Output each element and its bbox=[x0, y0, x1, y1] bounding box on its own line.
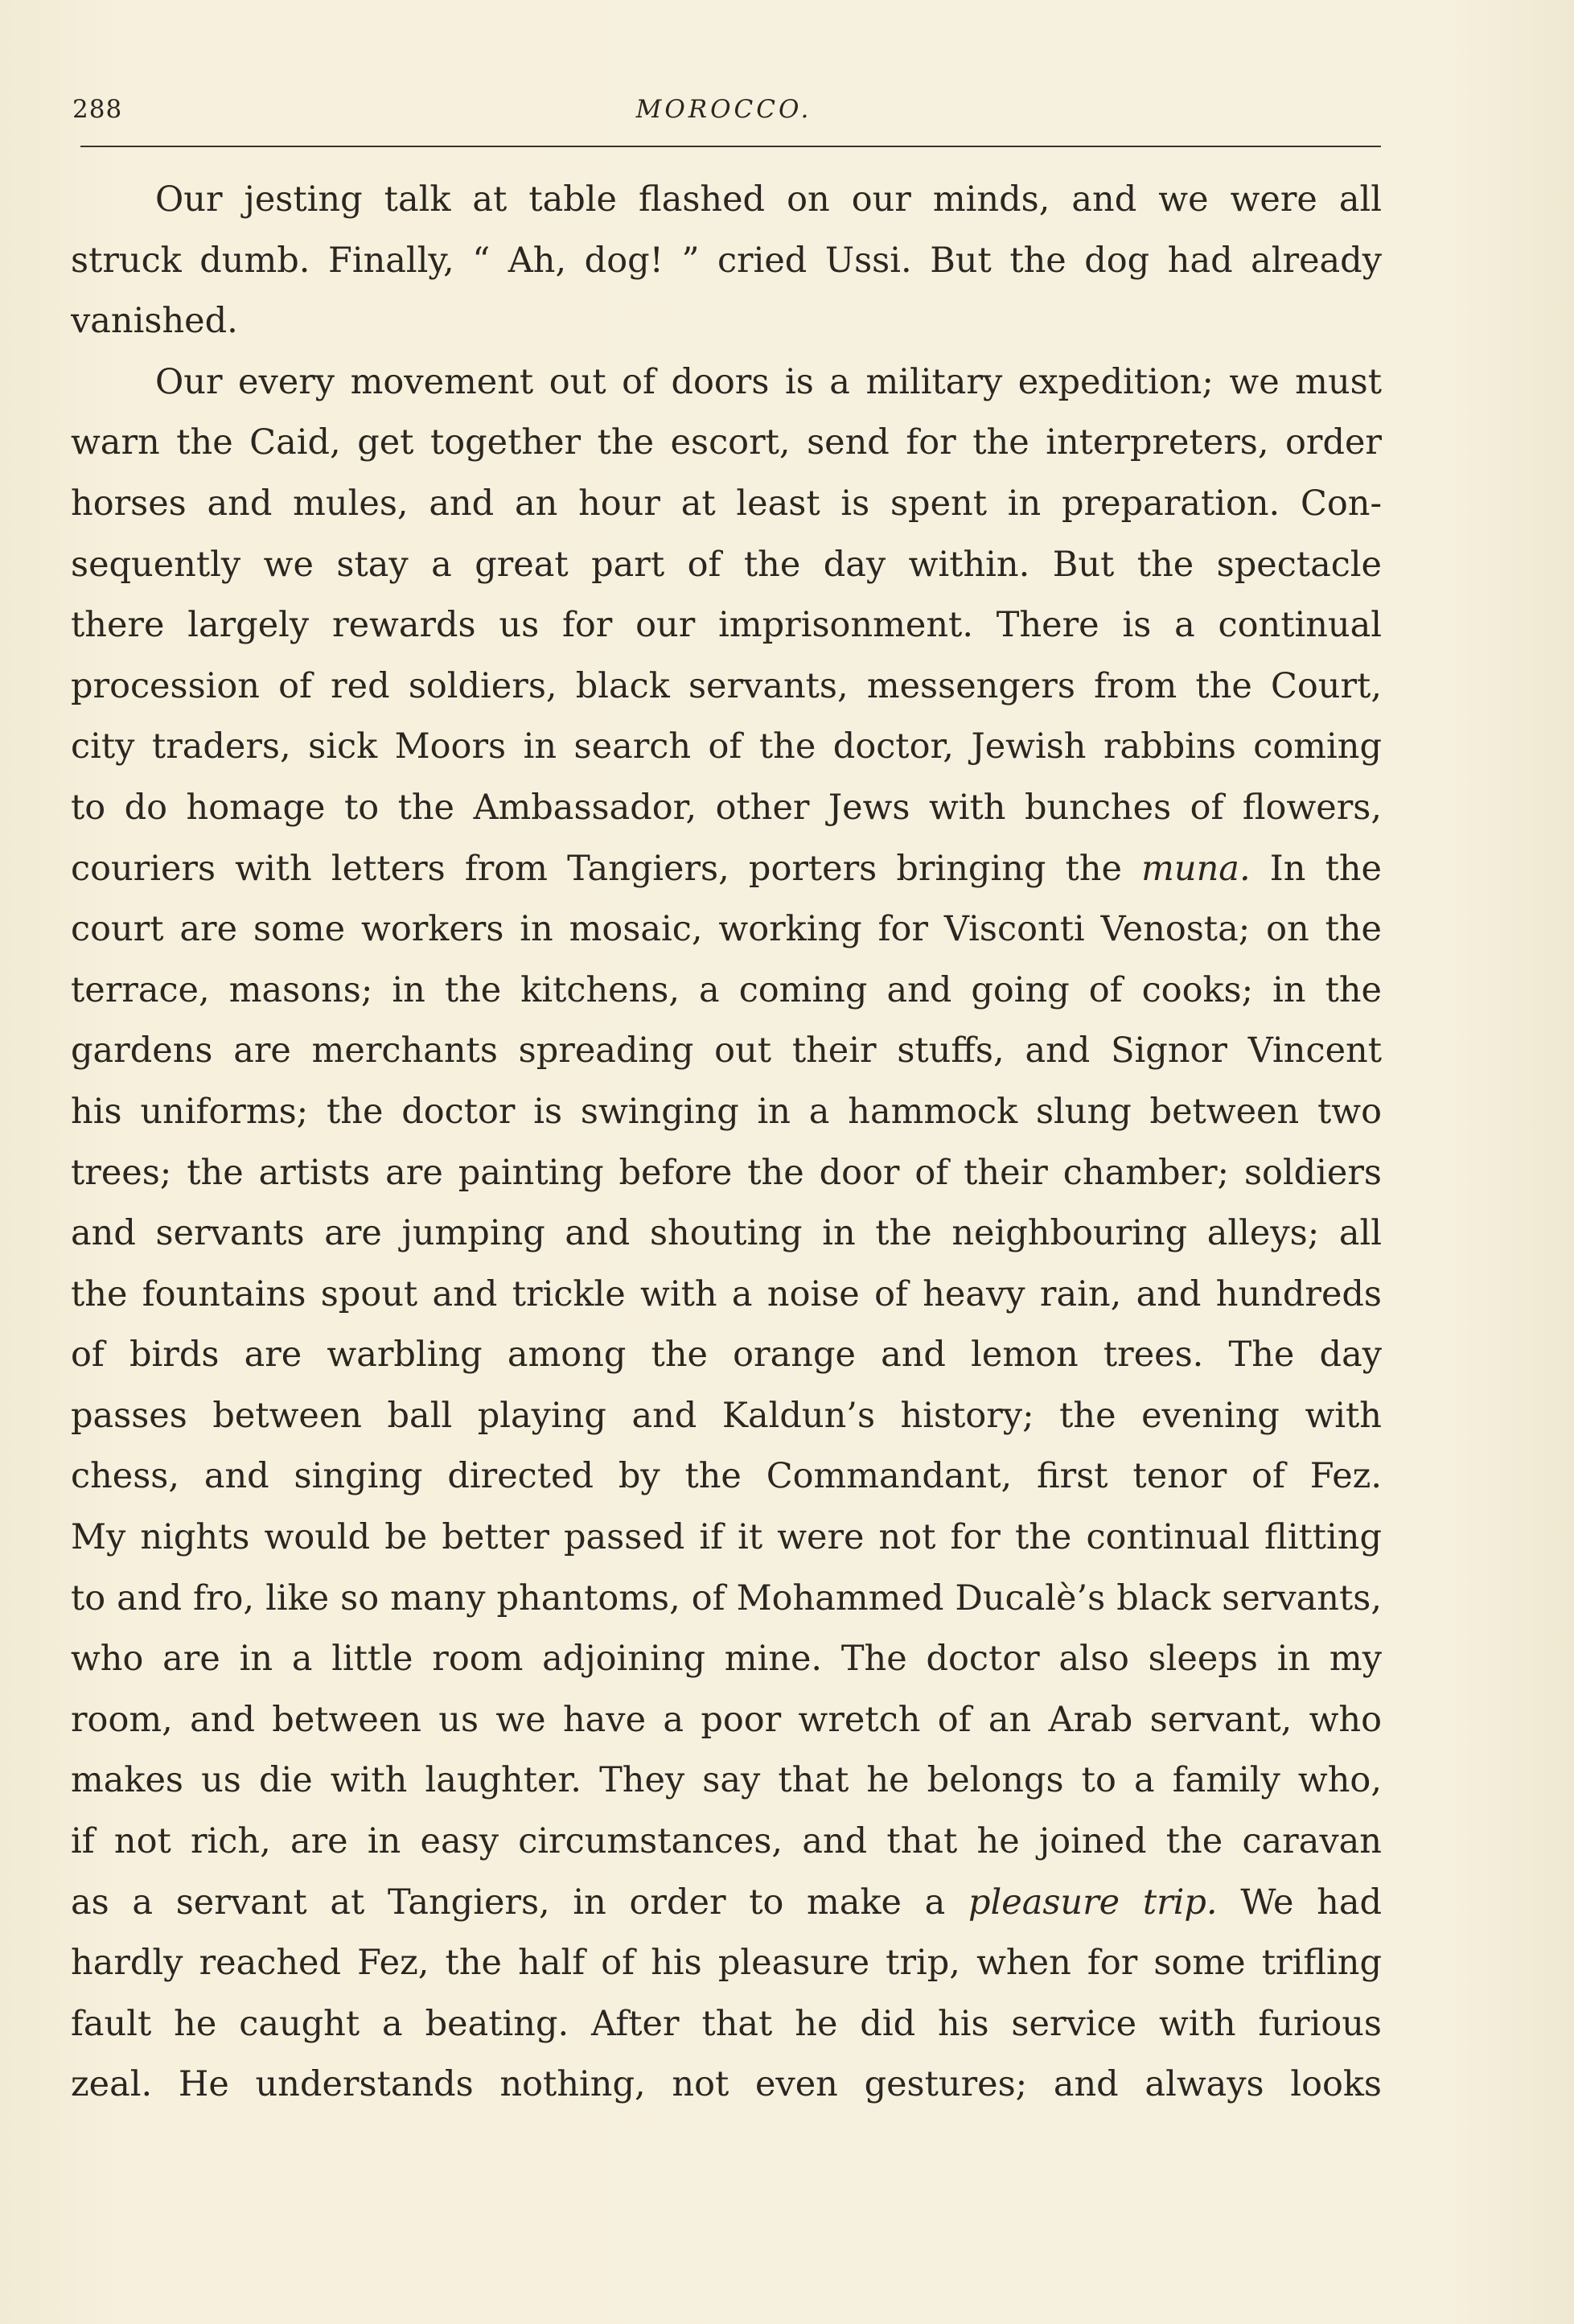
text-line: gardens are merchants spreading out their stuffs, and Signor Vincent bbox=[71, 1030, 1382, 1072]
text-segment: couriers with letters from Tangiers, porters bringing the bbox=[71, 848, 1122, 889]
text-line bbox=[71, 1882, 1382, 1943]
page-number: 288 bbox=[72, 95, 123, 124]
text-line bbox=[71, 848, 1382, 909]
text-line: trees; the artists are painting before the door of their chamber; soldiers bbox=[71, 1152, 1382, 1193]
text-line: vanished. bbox=[71, 301, 238, 342]
text-line: city traders, sick Moors in search of the doctor, Jewish rabbins coming bbox=[71, 726, 1382, 767]
text-line: hardly reached Fez, the half of his pleasure trip, when for some trifling bbox=[71, 1943, 1382, 1984]
text-line: Our every movement out of doors is a military expedition; we must bbox=[155, 361, 1382, 402]
text-line: room, and between us we have a poor wretch of an Arab servant, who bbox=[71, 1699, 1382, 1740]
text-line: My nights would be better passed if it were not for the continual flitting bbox=[71, 1517, 1382, 1558]
text-line: zeal. He understands nothing, not even gestures; and always looks bbox=[71, 2064, 1382, 2105]
header-rule bbox=[80, 146, 1381, 147]
italic-word: muna. bbox=[1141, 848, 1251, 889]
text-line: there largely rewards us for our imprisonment. There is a continual bbox=[71, 605, 1382, 646]
text-line: if not rich, are in easy circumstances, and that he joined the caravan bbox=[71, 1821, 1382, 1862]
text-line: to and fro, like so many phantoms, of Mohammed Ducalè’s black servants, bbox=[71, 1577, 1382, 1619]
text-line: passes between ball playing and Kaldun’s history; the evening with bbox=[71, 1395, 1382, 1436]
running-title: MOROCCO. bbox=[635, 95, 812, 124]
text-line: struck dumb. Finally, “ Ah, dog! ” cried Ussi. But the dog had already bbox=[71, 240, 1382, 281]
text-line: of birds are warbling among the orange and lemon trees. The day bbox=[71, 1335, 1382, 1376]
text-line: chess, and singing directed by the Commandant, first tenor of Fez. bbox=[71, 1456, 1382, 1497]
text-line: who are in a little room adjoining mine. The doctor also sleeps in my bbox=[71, 1639, 1382, 1680]
text-line: Our jesting talk at table flashed on our minds, and we were all bbox=[155, 179, 1382, 220]
text-line: terrace, masons; in the kitchens, a coming and going of cooks; in the bbox=[71, 969, 1382, 1010]
text-line: his uniforms; the doctor is swinging in a hammock slung between two bbox=[71, 1091, 1382, 1132]
text-segment: as a servant at Tangiers, in order to make a bbox=[71, 1882, 946, 1923]
text-line: the fountains spout and trickle with a noise of heavy rain, and hundreds bbox=[71, 1273, 1382, 1314]
text-line: to do homage to the Ambassador, other Jews with bunches of flowers, bbox=[71, 787, 1382, 828]
text-line: warn the Caid, get together the escort, send for the interpreters, order bbox=[71, 422, 1382, 463]
text-line: court are some workers in mosaic, working for Visconti Venosta; on the bbox=[71, 909, 1382, 950]
text-line: horses and mules, and an hour at least is spent in preparation. Con- bbox=[71, 483, 1382, 524]
text-line: procession of red soldiers, black servants, messengers from the Court, bbox=[71, 665, 1382, 706]
running-head bbox=[72, 88, 1375, 137]
text-segment: We had bbox=[1240, 1882, 1382, 1923]
text-line: sequently we stay a great part of the day within. But the spectacle bbox=[71, 544, 1382, 585]
text-line: fault he caught a beating. After that he did his service with furious bbox=[71, 2003, 1382, 2044]
text-segment: In the bbox=[1269, 848, 1382, 889]
text-line: makes us die with laughter. They say that he belongs to a family who, bbox=[71, 1760, 1382, 1801]
body-text bbox=[71, 179, 1382, 2125]
italic-phrase: pleasure trip. bbox=[968, 1882, 1218, 1923]
text-line: and servants are jumping and shouting in the neighbouring alleys; all bbox=[71, 1213, 1382, 1254]
